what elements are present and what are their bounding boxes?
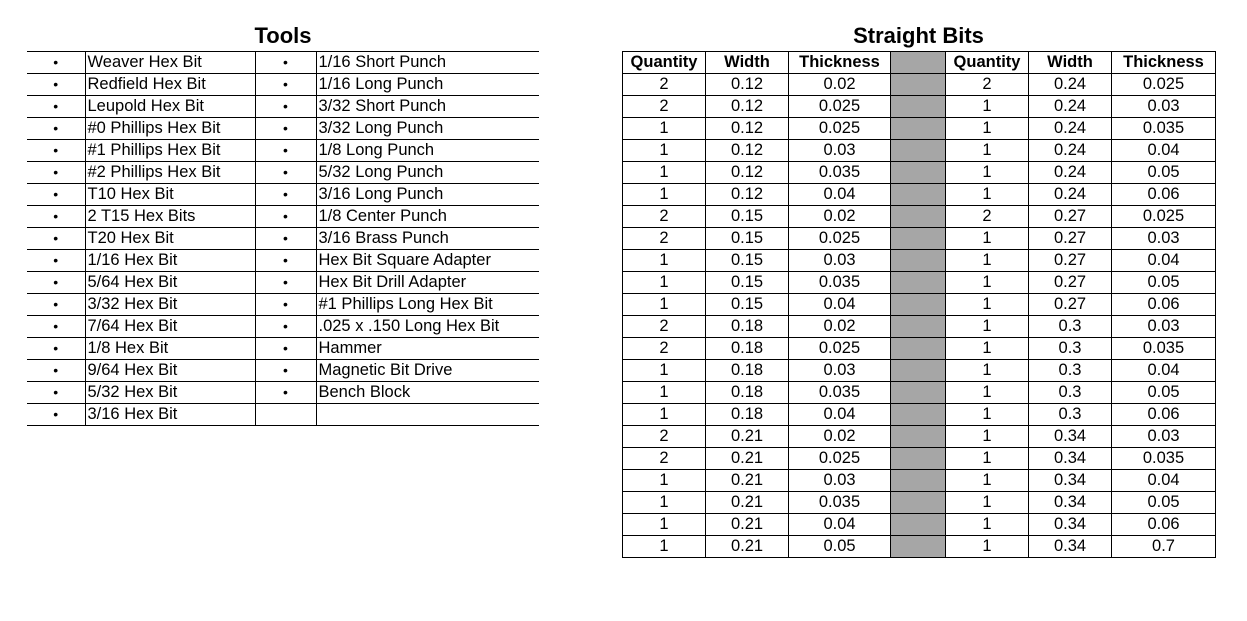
quantity-cell: 2 (623, 206, 706, 228)
tool-item: Redfield Hex Bit (85, 74, 255, 96)
quantity-cell: 1 (946, 272, 1029, 294)
tools-table (27, 51, 539, 426)
tool-item: Weaver Hex Bit (85, 52, 255, 74)
separator-cell (891, 96, 946, 118)
quantity-cell: 2 (623, 96, 706, 118)
straight-bits-row (623, 382, 1216, 404)
thickness-cell: 0.06 (1112, 294, 1216, 316)
bullet-icon: • (27, 404, 85, 426)
thickness-cell: 0.035 (1112, 448, 1216, 470)
straight-bits-row (623, 184, 1216, 206)
bullet-icon: • (255, 382, 316, 404)
quantity-cell: 2 (946, 206, 1029, 228)
separator-cell (891, 294, 946, 316)
width-cell: 0.34 (1029, 426, 1112, 448)
separator-cell (891, 250, 946, 272)
tool-item: Leupold Hex Bit (85, 96, 255, 118)
thickness-cell: 0.025 (789, 228, 891, 250)
thickness-cell: 0.025 (1112, 74, 1216, 96)
thickness-cell: 0.05 (789, 536, 891, 558)
separator-cell (891, 316, 946, 338)
straight-bits-row (623, 360, 1216, 382)
thickness-cell: 0.02 (789, 74, 891, 96)
quantity-cell: 1 (623, 118, 706, 140)
width-cell: 0.12 (706, 184, 789, 206)
header-thickness: Thickness (1112, 52, 1216, 74)
tools-row (27, 294, 539, 316)
tool-item: #1 Phillips Long Hex Bit (316, 294, 539, 316)
width-cell: 0.18 (706, 404, 789, 426)
tool-item: Hex Bit Drill Adapter (316, 272, 539, 294)
bullet-icon: • (27, 294, 85, 316)
thickness-cell: 0.04 (789, 184, 891, 206)
tool-item: 3/16 Hex Bit (85, 404, 255, 426)
quantity-cell: 1 (946, 184, 1029, 206)
quantity-cell: 1 (946, 448, 1029, 470)
thickness-cell: 0.05 (1112, 492, 1216, 514)
thickness-cell: 0.04 (789, 514, 891, 536)
thickness-cell: 0.05 (1112, 382, 1216, 404)
bullet-icon: • (255, 338, 316, 360)
thickness-cell: 0.03 (1112, 316, 1216, 338)
tools-row (27, 404, 539, 426)
quantity-cell: 2 (623, 426, 706, 448)
quantity-cell: 2 (623, 316, 706, 338)
quantity-cell: 1 (946, 536, 1029, 558)
width-cell: 0.27 (1029, 272, 1112, 294)
straight-bits-table (622, 51, 1216, 558)
separator-cell (891, 470, 946, 492)
thickness-cell: 0.06 (1112, 404, 1216, 426)
thickness-cell: 0.05 (1112, 272, 1216, 294)
tool-item: 3/16 Long Punch (316, 184, 539, 206)
separator-cell (891, 162, 946, 184)
quantity-cell: 1 (623, 162, 706, 184)
bullet-icon: • (255, 140, 316, 162)
separator-cell (891, 206, 946, 228)
width-cell: 0.15 (706, 250, 789, 272)
straight-bits-row (623, 118, 1216, 140)
separator-cell (891, 272, 946, 294)
separator-cell (891, 140, 946, 162)
quantity-cell: 1 (946, 140, 1029, 162)
bullet-icon: • (27, 184, 85, 206)
quantity-cell: 1 (623, 294, 706, 316)
bullet-icon: • (27, 316, 85, 338)
width-cell: 0.21 (706, 492, 789, 514)
straight-bits-row (623, 74, 1216, 96)
header-width: Width (1029, 52, 1112, 74)
thickness-cell: 0.03 (789, 140, 891, 162)
straight-bits-row (623, 470, 1216, 492)
tool-item: Bench Block (316, 382, 539, 404)
width-cell: 0.3 (1029, 404, 1112, 426)
width-cell: 0.24 (1029, 74, 1112, 96)
quantity-cell: 1 (946, 316, 1029, 338)
width-cell: 0.3 (1029, 360, 1112, 382)
width-cell: 0.12 (706, 140, 789, 162)
straight-bits-title: Straight Bits (853, 23, 984, 48)
width-cell: 0.21 (706, 470, 789, 492)
bullet-icon: • (255, 250, 316, 272)
tool-item (316, 404, 539, 426)
tool-item: 1/8 Hex Bit (85, 338, 255, 360)
straight-bits-table-body (623, 74, 1216, 558)
width-cell: 0.12 (706, 118, 789, 140)
tools-row (27, 360, 539, 382)
quantity-cell: 1 (946, 360, 1029, 382)
bullet-icon: • (255, 162, 316, 184)
straight-bits-row (623, 404, 1216, 426)
width-cell: 0.24 (1029, 140, 1112, 162)
tools-row (27, 250, 539, 272)
tool-item: 5/32 Long Punch (316, 162, 539, 184)
thickness-cell: 0.03 (1112, 96, 1216, 118)
tool-item: 1/8 Center Punch (316, 206, 539, 228)
separator-cell (891, 514, 946, 536)
quantity-cell: 1 (946, 228, 1029, 250)
thickness-cell: 0.02 (789, 426, 891, 448)
tool-item: #1 Phillips Hex Bit (85, 140, 255, 162)
quantity-cell: 1 (946, 96, 1029, 118)
tool-item: #2 Phillips Hex Bit (85, 162, 255, 184)
width-cell: 0.27 (1029, 294, 1112, 316)
tool-item: 9/64 Hex Bit (85, 360, 255, 382)
width-cell: 0.34 (1029, 470, 1112, 492)
tools-row (27, 272, 539, 294)
width-cell: 0.18 (706, 316, 789, 338)
quantity-cell: 1 (623, 250, 706, 272)
width-cell: 0.3 (1029, 316, 1112, 338)
tools-row (27, 316, 539, 338)
straight-bits-row (623, 162, 1216, 184)
straight-bits-row (623, 492, 1216, 514)
straight-bits-row (623, 316, 1216, 338)
thickness-cell: 0.04 (1112, 360, 1216, 382)
thickness-cell: 0.02 (789, 206, 891, 228)
width-cell: 0.27 (1029, 206, 1112, 228)
quantity-cell: 1 (946, 404, 1029, 426)
tool-item: 5/64 Hex Bit (85, 272, 255, 294)
quantity-cell: 1 (946, 294, 1029, 316)
thickness-cell: 0.035 (789, 162, 891, 184)
thickness-cell: 0.04 (1112, 140, 1216, 162)
separator-cell (891, 492, 946, 514)
tools-row (27, 184, 539, 206)
quantity-cell: 1 (623, 404, 706, 426)
header-quantity: Quantity (946, 52, 1029, 74)
bullet-icon: • (255, 316, 316, 338)
width-cell: 0.24 (1029, 162, 1112, 184)
straight-bits-row (623, 448, 1216, 470)
straight-bits-row (623, 228, 1216, 250)
bullet-icon: • (27, 382, 85, 404)
separator-cell (891, 360, 946, 382)
thickness-cell: 0.035 (789, 382, 891, 404)
tool-item: 3/32 Long Punch (316, 118, 539, 140)
thickness-cell: 0.04 (1112, 470, 1216, 492)
tool-item: T20 Hex Bit (85, 228, 255, 250)
tool-item: 2 T15 Hex Bits (85, 206, 255, 228)
quantity-cell: 1 (623, 514, 706, 536)
width-cell: 0.21 (706, 448, 789, 470)
separator-cell (891, 184, 946, 206)
width-cell: 0.24 (1029, 96, 1112, 118)
tools-row (27, 118, 539, 140)
width-cell: 0.27 (1029, 228, 1112, 250)
bullet-icon: • (27, 338, 85, 360)
width-cell: 0.24 (1029, 118, 1112, 140)
tool-item: T10 Hex Bit (85, 184, 255, 206)
straight-bits-row (623, 426, 1216, 448)
thickness-cell: 0.04 (1112, 250, 1216, 272)
tool-item: 1/16 Hex Bit (85, 250, 255, 272)
tools-row (27, 52, 539, 74)
width-cell: 0.34 (1029, 492, 1112, 514)
thickness-cell: 0.03 (789, 470, 891, 492)
thickness-cell: 0.035 (1112, 118, 1216, 140)
separator-cell (891, 536, 946, 558)
quantity-cell: 1 (946, 118, 1029, 140)
width-cell: 0.15 (706, 294, 789, 316)
straight-bits-row (623, 514, 1216, 536)
thickness-cell: 0.06 (1112, 184, 1216, 206)
tool-item: 1/8 Long Punch (316, 140, 539, 162)
straight-bits-row (623, 206, 1216, 228)
thickness-cell: 0.035 (789, 272, 891, 294)
bullet-icon: • (27, 360, 85, 382)
tools-row (27, 74, 539, 96)
tools-row (27, 162, 539, 184)
quantity-cell: 1 (623, 492, 706, 514)
tool-item: #0 Phillips Hex Bit (85, 118, 255, 140)
width-cell: 0.12 (706, 74, 789, 96)
thickness-cell: 0.04 (789, 294, 891, 316)
header-width: Width (706, 52, 789, 74)
header-thickness: Thickness (789, 52, 891, 74)
bullet-icon: • (27, 118, 85, 140)
tool-item: 7/64 Hex Bit (85, 316, 255, 338)
quantity-cell: 2 (623, 338, 706, 360)
bullet-icon: • (255, 96, 316, 118)
quantity-cell: 1 (623, 536, 706, 558)
separator-cell (891, 448, 946, 470)
thickness-cell: 0.04 (789, 404, 891, 426)
quantity-cell: 2 (623, 448, 706, 470)
tool-item: 3/32 Hex Bit (85, 294, 255, 316)
quantity-cell: 1 (946, 250, 1029, 272)
thickness-cell: 0.03 (1112, 228, 1216, 250)
separator-cell (891, 404, 946, 426)
straight-bits-header-row (623, 52, 1216, 74)
thickness-cell: 0.7 (1112, 536, 1216, 558)
quantity-cell: 1 (623, 360, 706, 382)
straight-bits-row (623, 536, 1216, 558)
width-cell: 0.3 (1029, 338, 1112, 360)
separator-cell (891, 228, 946, 250)
tools-row (27, 140, 539, 162)
tool-item: 1/16 Long Punch (316, 74, 539, 96)
header-quantity: Quantity (623, 52, 706, 74)
tool-item: .025 x .150 Long Hex Bit (316, 316, 539, 338)
straight-bits-row (623, 96, 1216, 118)
tool-item: Hex Bit Square Adapter (316, 250, 539, 272)
thickness-cell: 0.06 (1112, 514, 1216, 536)
bullet-icon (255, 404, 316, 426)
quantity-cell: 2 (623, 228, 706, 250)
width-cell: 0.12 (706, 162, 789, 184)
straight-bits-row (623, 272, 1216, 294)
width-cell: 0.24 (1029, 184, 1112, 206)
straight-bits-row (623, 140, 1216, 162)
quantity-cell: 1 (623, 272, 706, 294)
quantity-cell: 1 (623, 382, 706, 404)
tool-item: Magnetic Bit Drive (316, 360, 539, 382)
tool-item: 3/16 Brass Punch (316, 228, 539, 250)
bullet-icon: • (27, 228, 85, 250)
tools-row (27, 228, 539, 250)
tools-row (27, 96, 539, 118)
tool-item: 1/16 Short Punch (316, 52, 539, 74)
width-cell: 0.34 (1029, 536, 1112, 558)
thickness-cell: 0.025 (789, 448, 891, 470)
bullet-icon: • (255, 52, 316, 74)
width-cell: 0.34 (1029, 448, 1112, 470)
quantity-cell: 1 (946, 470, 1029, 492)
tool-item: 3/32 Short Punch (316, 96, 539, 118)
bullet-icon: • (27, 206, 85, 228)
thickness-cell: 0.035 (789, 492, 891, 514)
separator-cell (891, 118, 946, 140)
width-cell: 0.21 (706, 514, 789, 536)
width-cell: 0.21 (706, 426, 789, 448)
quantity-cell: 2 (623, 74, 706, 96)
quantity-cell: 1 (946, 492, 1029, 514)
width-cell: 0.18 (706, 382, 789, 404)
width-cell: 0.12 (706, 96, 789, 118)
bullet-icon: • (27, 52, 85, 74)
thickness-cell: 0.03 (1112, 426, 1216, 448)
thickness-cell: 0.05 (1112, 162, 1216, 184)
bullet-icon: • (255, 272, 316, 294)
bullet-icon: • (255, 294, 316, 316)
width-cell: 0.34 (1029, 514, 1112, 536)
width-cell: 0.15 (706, 206, 789, 228)
straight-bits-row (623, 250, 1216, 272)
thickness-cell: 0.025 (789, 96, 891, 118)
tools-table-body (27, 52, 539, 426)
thickness-cell: 0.035 (1112, 338, 1216, 360)
bullet-icon: • (27, 96, 85, 118)
quantity-cell: 1 (946, 426, 1029, 448)
separator-cell (891, 338, 946, 360)
bullet-icon: • (255, 118, 316, 140)
separator-cell (891, 426, 946, 448)
bullet-icon: • (27, 272, 85, 294)
separator-column (891, 52, 946, 74)
bullet-icon: • (255, 184, 316, 206)
width-cell: 0.27 (1029, 250, 1112, 272)
bullet-icon: • (255, 228, 316, 250)
bullet-icon: • (27, 162, 85, 184)
bullet-icon: • (27, 250, 85, 272)
straight-bits-row (623, 338, 1216, 360)
bullet-icon: • (255, 74, 316, 96)
tool-item: Hammer (316, 338, 539, 360)
width-cell: 0.15 (706, 272, 789, 294)
width-cell: 0.21 (706, 536, 789, 558)
tools-row (27, 338, 539, 360)
quantity-cell: 1 (623, 140, 706, 162)
bullet-icon: • (255, 206, 316, 228)
thickness-cell: 0.025 (789, 118, 891, 140)
width-cell: 0.18 (706, 360, 789, 382)
thickness-cell: 0.025 (1112, 206, 1216, 228)
bullet-icon: • (255, 360, 316, 382)
quantity-cell: 1 (946, 162, 1029, 184)
thickness-cell: 0.03 (789, 250, 891, 272)
quantity-cell: 1 (623, 470, 706, 492)
bullet-icon: • (27, 74, 85, 96)
quantity-cell: 1 (946, 382, 1029, 404)
quantity-cell: 2 (946, 74, 1029, 96)
quantity-cell: 1 (946, 514, 1029, 536)
width-cell: 0.18 (706, 338, 789, 360)
tools-row (27, 382, 539, 404)
separator-cell (891, 74, 946, 96)
thickness-cell: 0.02 (789, 316, 891, 338)
tools-row (27, 206, 539, 228)
separator-cell (891, 382, 946, 404)
quantity-cell: 1 (623, 184, 706, 206)
tool-item: 5/32 Hex Bit (85, 382, 255, 404)
bullet-icon: • (27, 140, 85, 162)
width-cell: 0.3 (1029, 382, 1112, 404)
thickness-cell: 0.03 (789, 360, 891, 382)
quantity-cell: 1 (946, 338, 1029, 360)
thickness-cell: 0.025 (789, 338, 891, 360)
straight-bits-row (623, 294, 1216, 316)
tools-title: Tools (254, 23, 312, 48)
width-cell: 0.15 (706, 228, 789, 250)
